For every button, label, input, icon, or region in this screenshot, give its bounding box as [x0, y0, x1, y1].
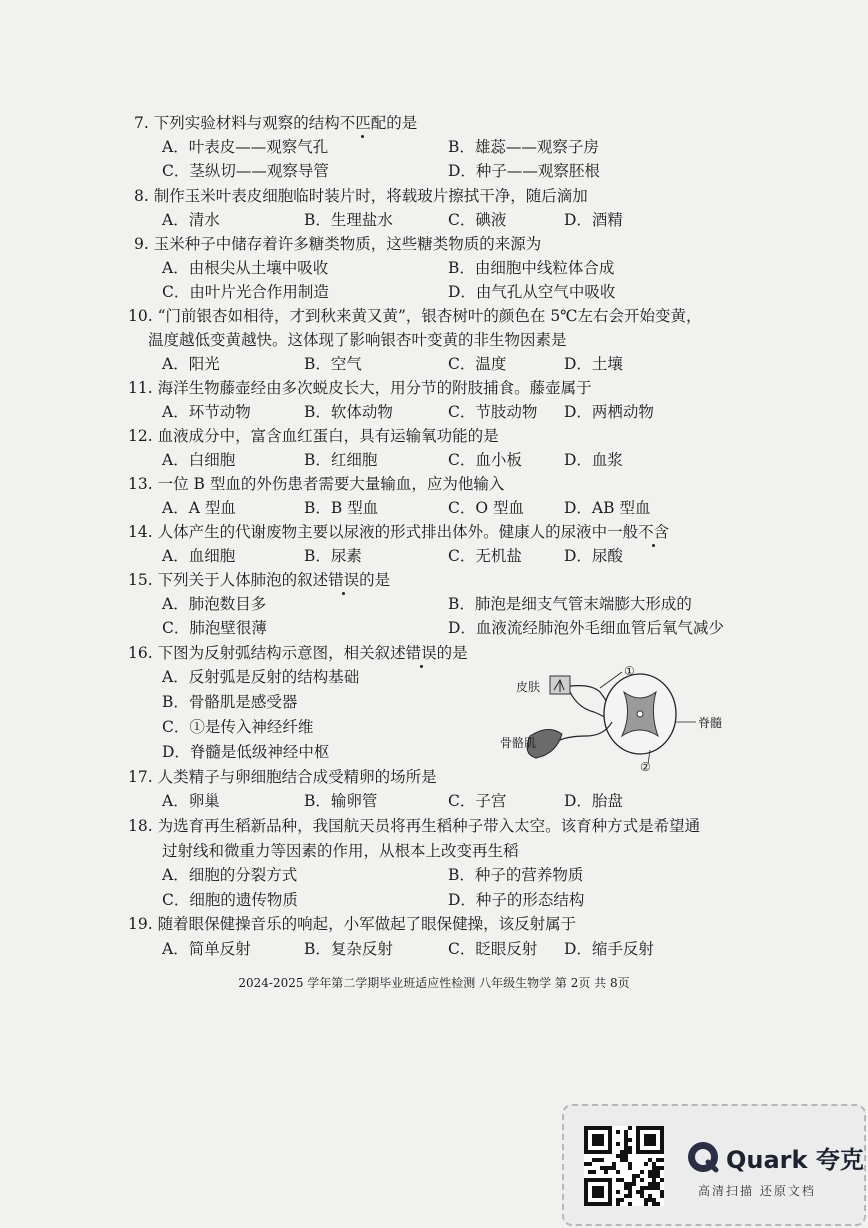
question-14-option-b: B．尿素	[304, 547, 362, 565]
qr-code-icon	[584, 1126, 664, 1206]
label-skeletal-muscle: 骨骼肌	[500, 736, 537, 750]
question-13-option-d: D．AB 型血	[564, 499, 651, 517]
question-8-stem: 8. 制作玉米叶表皮细胞临时装片时，将载玻片擦拭干净，随后滴加	[134, 187, 588, 205]
question-11-option-d: D．两栖动物	[564, 403, 654, 421]
question-18-stem: 18. 为选育再生稻新品种，我国航天员将再生稻种子带入太空。该育种方式是希望通	[128, 817, 701, 835]
question-14-stem: 14. 人体产生的代谢废物主要以尿液的形式排出体外。健康人的尿液中一般不含	[128, 523, 670, 541]
quark-tagline: 高清扫描 还原文档	[698, 1184, 816, 1198]
question-18-stem-cont: 过射线和微重力等因素的作用，从根本上改变再生稻	[162, 842, 519, 860]
question-8-option-a: A．清水	[162, 211, 220, 229]
question-10-option-c: C．温度	[448, 355, 507, 373]
quark-logo-icon	[686, 1140, 720, 1174]
question-12-option-b: B．红细胞	[304, 451, 378, 469]
question-7-stem: 7. 下列实验材料与观察的结构不匹配的是	[134, 114, 418, 132]
question-13-option-c: C．O 型血	[448, 499, 524, 517]
question-19-option-c: C．眨眼反射	[448, 940, 538, 958]
quark-brand: Quark 夸克	[726, 1146, 864, 1174]
question-9-stem: 9. 玉米种子中储存着许多糖类物质，这些糖类物质的来源为	[134, 235, 542, 253]
question-12-option-c: C．血小板	[448, 451, 522, 469]
question-17-option-d: D．胎盘	[564, 792, 623, 810]
question-15-option-b: B．肺泡是细支气管末端膨大形成的	[448, 595, 692, 613]
label-marker-1: ①	[624, 664, 635, 678]
question-11-option-a: A．环节动物	[162, 403, 251, 421]
question-11-option-b: B．软体动物	[304, 403, 393, 421]
question-7-option-a: A．叶表皮——观察气孔	[162, 138, 329, 156]
question-14-option-d: D．尿酸	[564, 547, 623, 565]
question-19-option-a: A．简单反射	[162, 940, 251, 958]
question-18-option-c: C．细胞的遗传物质	[162, 891, 298, 909]
question-10-option-a: A．阳光	[162, 355, 220, 373]
question-17-option-a: A．卵巢	[162, 792, 220, 810]
question-15-stem: 15. 下列关于人体肺泡的叙述错误的是	[128, 571, 391, 589]
question-16-option-c: C．①是传入神经纤维	[162, 718, 314, 736]
question-9-option-c: C．由叶片光合作用制造	[162, 283, 329, 301]
question-19-option-b: B．复杂反射	[304, 940, 393, 958]
question-9-option-d: D．由气孔从空气中吸收	[448, 283, 616, 301]
question-12-option-a: A．白细胞	[162, 451, 236, 469]
question-15-option-c: C．肺泡壁很薄	[162, 619, 267, 637]
question-11-option-c: C．节肢动物	[448, 403, 538, 421]
question-10-option-d: D．土壤	[564, 355, 623, 373]
question-12-stem: 12. 血液成分中，富含血红蛋白，具有运输氧功能的是	[128, 427, 499, 445]
question-10-stem-cont: 温度越低变黄越快。这体现了影响银杏叶变黄的非生物因素是	[148, 331, 567, 349]
question-15-option-a: A．肺泡数目多	[162, 595, 267, 613]
question-16-option-b: B．骨骼肌是感受器	[162, 693, 298, 711]
quark-scan-watermark	[562, 1104, 866, 1226]
question-8-option-b: B．生理盐水	[304, 211, 393, 229]
efferent-nerve	[556, 722, 612, 742]
page-footer: 2024-2025 学年第二学期毕业班适应性检测 八年级生物学 第 2页 共 8页	[238, 976, 630, 990]
question-16-option-a: A．反射弧是反射的结构基础	[162, 668, 360, 686]
question-18-option-a: A．细胞的分裂方式	[162, 866, 298, 884]
question-18-option-d: D．种子的形态结构	[448, 891, 585, 909]
question-10-option-b: B．空气	[304, 355, 362, 373]
question-11-stem: 11. 海洋生物藤壶经由多次蜕皮长大，用分节的附肢捕食。藤壶属于	[128, 379, 592, 397]
question-9-option-a: A．由根尖从土壤中吸收	[162, 259, 329, 277]
question-16-option-d: D．脊髓是低级神经中枢	[162, 743, 330, 761]
question-19-option-d: D．缩手反射	[564, 940, 654, 958]
question-10-stem: 10. “门前银杏如相待，才到秋来黄又黄”，银杏树叶的颜色在 5℃左右会开始变黄，	[128, 307, 702, 325]
question-14-option-a: A．血细胞	[162, 547, 236, 565]
question-19-stem: 19. 随着眼保健操音乐的响起，小军做起了眼保健操，该反射属于	[128, 915, 577, 933]
label-spinal-cord: 脊髓	[698, 716, 723, 730]
question-8-option-d: D．酒精	[564, 211, 623, 229]
question-15-option-d: D．血液流经肺泡外毛细血管后氧气减少	[448, 619, 724, 637]
question-13-stem: 13. 一位 B 型血的外伤患者需要大量输血，应为他输入	[128, 475, 505, 493]
question-7-option-d: D．种子——观察胚根	[448, 162, 600, 180]
question-17-option-b: B．输卵管	[304, 792, 378, 810]
question-17-stem: 17. 人类精子与卵细胞结合成受精卵的场所是	[128, 768, 437, 786]
question-12-option-d: D．血浆	[564, 451, 623, 469]
reflex-arc-diagram	[500, 662, 723, 774]
question-13-option-b: B．B 型血	[304, 499, 379, 517]
question-13-option-a: A．A 型血	[162, 499, 236, 517]
label-marker-2: ②	[640, 760, 651, 774]
question-9-option-b: B．由细胞中线粒体合成	[448, 259, 615, 277]
question-7-option-b: B．雄蕊——观察子房	[448, 138, 599, 156]
label-skin: 皮肤	[516, 680, 541, 694]
question-17-option-c: C．子宫	[448, 792, 507, 810]
question-7-option-c: C．茎纵切——观察导管	[162, 162, 329, 180]
question-16-stem: 16. 下图为反射弧结构示意图，相关叙述错误的是	[128, 644, 468, 662]
question-18-option-b: B．种子的营养物质	[448, 866, 584, 884]
question-14-option-c: C．无机盐	[448, 547, 522, 565]
question-8-option-c: C．碘液	[448, 211, 507, 229]
